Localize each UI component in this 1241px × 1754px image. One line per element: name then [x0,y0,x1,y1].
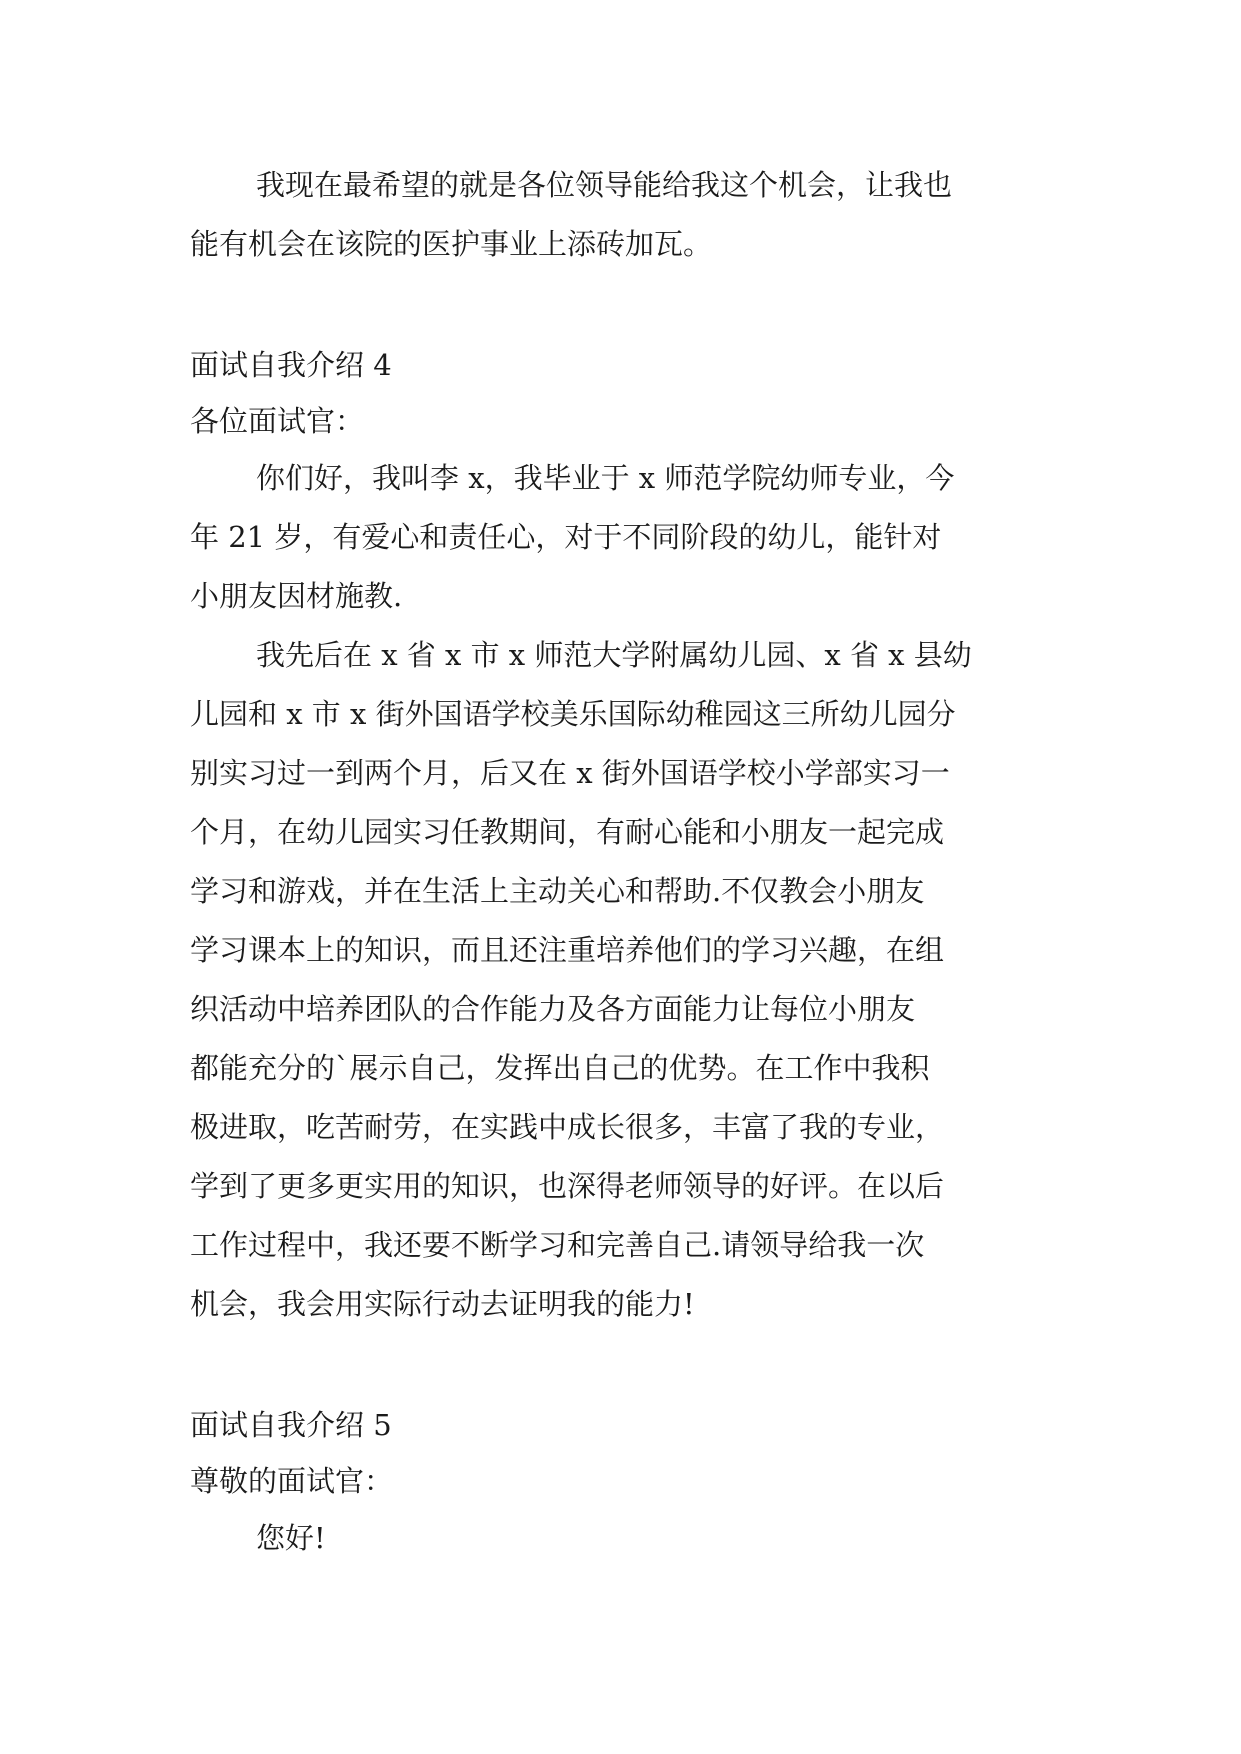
paragraph-line: 我现在最希望的就是各位领导能给我这个机会，让我也 [256,168,953,202]
paragraph-line: 织活动中培养团队的合作能力及各方面能力让每位小朋友 [190,992,916,1026]
paragraph-line: 小朋友因材施教. [190,579,403,613]
section-heading: 面试自我介绍 5 [190,1408,392,1442]
paragraph-line: 儿园和 x 市 x 街外国语学校美乐国际幼稚园这三所幼儿园分 [190,697,956,731]
paragraph-line: 都能充分的`展示自己，发挥出自己的优势。在工作中我积 [190,1051,930,1085]
paragraph-line: 机会，我会用实际行动去证明我的能力! [190,1287,695,1321]
greeting: 您好! [256,1521,326,1555]
paragraph-line: 学到了更多更实用的知识，也深得老师领导的好评。在以后 [190,1169,945,1203]
paragraph-line: 能有机会在该院的医护事业上添砖加瓦。 [190,227,713,261]
paragraph-line: 工作过程中，我还要不断学习和完善自己.请领导给我一次 [190,1228,925,1262]
salutation: 各位面试官： [190,404,365,438]
paragraph-line: 极进取，吃苦耐劳，在实践中成长很多，丰富了我的专业， [190,1110,945,1144]
section-heading: 面试自我介绍 4 [190,348,392,382]
paragraph-line: 学习和游戏，并在生活上主动关心和帮助.不仅教会小朋友 [190,874,925,908]
salutation: 尊敬的面试官： [190,1464,394,1498]
paragraph-line: 年 21 岁，有爱心和责任心，对于不同阶段的幼儿，能针对 [190,520,942,554]
paragraph-line: 个月，在幼儿园实习任教期间，有耐心能和小朋友一起完成 [190,815,945,849]
paragraph-line: 别实习过一到两个月，后又在 x 街外国语学校小学部实习一 [190,756,950,790]
paragraph-line: 我先后在 x 省 x 市 x 师范大学附属幼儿园、x 省 x 县幼 [256,638,972,672]
paragraph-line: 你们好，我叫李 x，我毕业于 x 师范学院幼师专业，今 [256,461,955,495]
paragraph-line: 学习课本上的知识，而且还注重培养他们的学习兴趣，在组 [190,933,945,967]
